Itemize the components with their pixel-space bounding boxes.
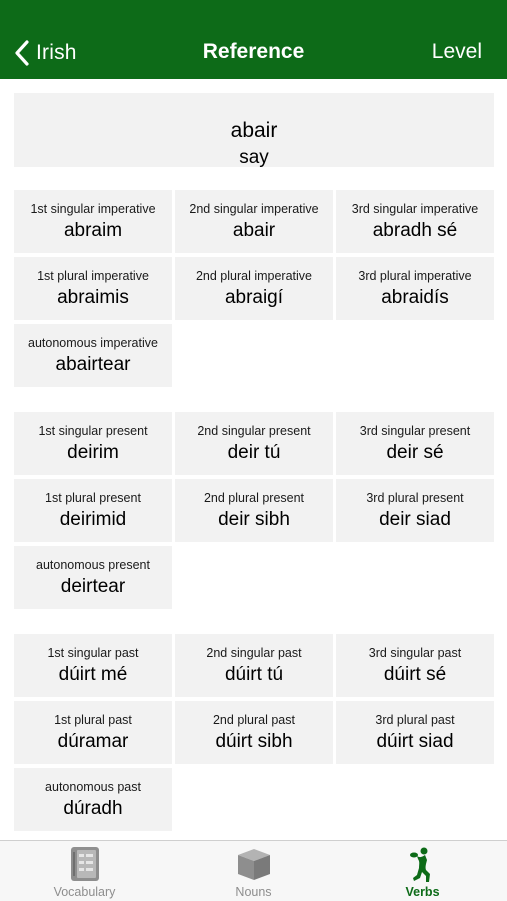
cell-label: 1st plural imperative	[37, 269, 149, 283]
conjugation-cell[interactable]	[175, 257, 333, 320]
cell-label: 2nd singular past	[206, 646, 302, 660]
conjugation-cell[interactable]	[14, 190, 172, 253]
cell-label: 3rd singular imperative	[351, 202, 479, 216]
verbs-discus-thrower-icon	[408, 846, 438, 884]
cell-form: dúirt siad	[376, 731, 454, 752]
tab-label: Verbs	[405, 885, 440, 899]
cell-form: dúramar	[57, 731, 129, 752]
conjugation-cell[interactable]	[336, 701, 494, 764]
present-group	[14, 412, 494, 611]
tab-label: Vocabulary	[53, 885, 116, 899]
cell-label: 2nd plural imperative	[195, 269, 313, 283]
conjugation-cell[interactable]	[14, 479, 172, 542]
cell-form: deirim	[67, 442, 119, 463]
tab-label: Nouns	[235, 885, 272, 899]
back-button-label: Irish	[36, 41, 77, 64]
cell-form: dúirt sé	[383, 664, 447, 685]
conjugation-cell[interactable]	[175, 190, 333, 253]
cell-form: abraimis	[57, 287, 129, 308]
conjugation-cell[interactable]	[175, 479, 333, 542]
tab-bar	[0, 840, 507, 901]
cell-label: 3rd plural past	[375, 713, 455, 727]
cell-label: 2nd plural present	[203, 491, 305, 505]
conjugation-cell[interactable]	[14, 634, 172, 697]
cell-label: 1st singular present	[38, 424, 148, 438]
navigation-bar	[0, 0, 507, 79]
cell-form: dúirt tú	[224, 664, 284, 685]
cell-label: 3rd singular present	[359, 424, 471, 438]
past-group	[14, 634, 494, 833]
nouns-box-icon	[234, 846, 274, 882]
cell-label: 3rd plural imperative	[358, 269, 472, 283]
vocabulary-book-icon	[70, 846, 100, 882]
conjugation-cell[interactable]	[336, 634, 494, 697]
conjugation-cell[interactable]	[14, 768, 172, 831]
tab-verbs[interactable]	[338, 841, 507, 901]
conjugation-cell[interactable]	[175, 412, 333, 475]
cell-form: dúirt sibh	[215, 731, 293, 752]
verb-translation: say	[239, 147, 269, 168]
conjugation-cell[interactable]	[14, 412, 172, 475]
cell-label: 2nd singular present	[197, 424, 311, 438]
cell-form: abraidís	[381, 287, 449, 308]
cell-label: 1st plural present	[45, 491, 141, 505]
cell-form: abairtear	[55, 354, 131, 375]
conjugation-cell[interactable]	[336, 412, 494, 475]
conjugation-cell[interactable]	[336, 479, 494, 542]
cell-form: dúradh	[63, 798, 123, 819]
cell-form: abair	[232, 220, 276, 241]
cell-form: deir sibh	[218, 509, 290, 530]
conjugation-cell[interactable]	[336, 190, 494, 253]
verb-header-card	[14, 93, 494, 167]
conjugation-cell[interactable]	[175, 634, 333, 697]
level-button[interactable]: Level	[431, 40, 482, 63]
cell-form: deir tú	[227, 442, 281, 463]
cell-label: 1st singular imperative	[30, 202, 156, 216]
imperative-group	[14, 190, 494, 389]
cell-label: 1st singular past	[47, 646, 139, 660]
conjugation-cell[interactable]	[14, 257, 172, 320]
cell-form: deir sé	[386, 442, 444, 463]
cell-form: abradh sé	[372, 220, 458, 241]
cell-label: autonomous present	[36, 558, 150, 572]
conjugation-cell[interactable]	[175, 701, 333, 764]
conjugation-cell[interactable]	[14, 701, 172, 764]
cell-label: 1st plural past	[54, 713, 132, 727]
cell-label: 2nd singular imperative	[189, 202, 319, 216]
cell-form: dúirt mé	[58, 664, 128, 685]
cell-form: deirtear	[60, 576, 126, 597]
conjugation-cell[interactable]	[14, 546, 172, 609]
cell-form: deir siad	[379, 509, 451, 530]
cell-label: autonomous imperative	[28, 336, 158, 350]
cell-label: 3rd plural present	[366, 491, 464, 505]
cell-label: 2nd plural past	[212, 713, 295, 727]
cell-label: 3rd singular past	[368, 646, 462, 660]
tab-vocabulary[interactable]	[0, 841, 169, 901]
page-title: Reference	[202, 40, 305, 63]
cell-label: autonomous past	[45, 780, 141, 794]
cell-form: abraim	[63, 220, 123, 241]
tab-nouns[interactable]	[169, 841, 338, 901]
verb-word: abair	[230, 119, 278, 142]
reference-content[interactable]	[0, 79, 507, 840]
conjugation-cell[interactable]	[336, 257, 494, 320]
conjugation-cell[interactable]	[14, 324, 172, 387]
cell-form: deirimid	[59, 509, 127, 530]
cell-form: abraigí	[224, 287, 284, 308]
